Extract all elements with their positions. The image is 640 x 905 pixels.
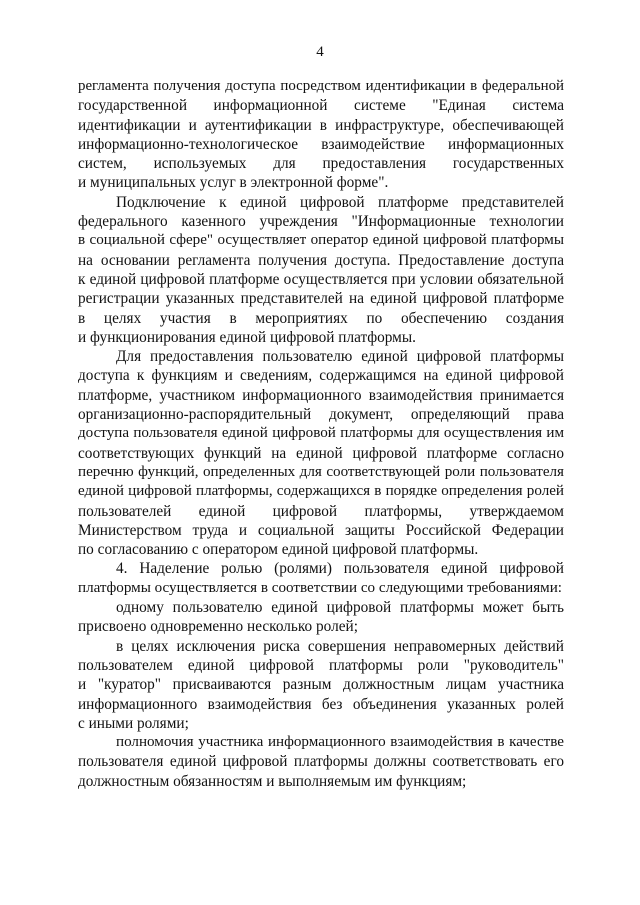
text-line: пользователем единой цифровой платформы роли "руководитель" [78, 656, 564, 674]
text-line: на основании регламента получения доступа. Предоставление доступа [78, 251, 564, 269]
text-line: и муниципальных услуг в электронной форме". [78, 174, 389, 192]
text-line: в целях участия в мероприятиях по обеспечению создания [78, 309, 564, 327]
text-line: регламента получения доступа посредством идентификации в федеральной [78, 78, 564, 94]
text-line: федерального казенного учреждения "Информационные технологии [78, 213, 564, 231]
text-line: информационного взаимодействия без объединения указанных ролей [78, 695, 564, 713]
text-line: должностным обязанностям и выполняемым им функциям; [78, 772, 467, 790]
text-line: информационно-технологическое взаимодействие информационных [78, 135, 564, 153]
text-line: доступа к функциям и сведениям, содержащимся на единой цифровой [78, 367, 564, 385]
text-line: Министерством труда и социальной защиты Российской Федерации [78, 521, 564, 539]
text-line: идентификации и аутентификации в инфраструктуре, обеспечивающей [78, 116, 564, 134]
text-line: организационно-распорядительный документ, определяющий права [78, 406, 564, 424]
text-line: соответствующих функций на единой цифровой платформе согласно [78, 444, 564, 462]
text-line: и "куратор" присваиваются разным должностным лицам участника [78, 676, 564, 694]
text-line: в целях исключения риска совершения неправомерных действий [116, 637, 564, 655]
text-line: перечню функций, определенных для соответствующей роли пользователя [78, 463, 564, 480]
text-line: платформы осуществляется в соответствии со следующими требованиями: [78, 579, 563, 596]
text-line: 4. Наделение ролью (ролями) пользователя единой цифровой [116, 560, 564, 578]
text-line: в социальной сфере" осуществляет оператор единой цифровой платформы [78, 232, 564, 249]
text-line: платформе, участником информационного взаимодействия принимается [78, 386, 564, 404]
text-line: одному пользователю единой цифровой платформы может быть [116, 599, 564, 617]
text-line: единой цифровой платформы, содержащихся в порядке определения ролей [78, 483, 564, 500]
text-line: Для предоставления пользователю единой цифровой платформы [116, 348, 564, 366]
text-line: и функционирования единой цифровой платформы. [78, 328, 416, 346]
page-number: 4 [316, 44, 324, 60]
text-line: к единой цифровой платформе осуществляется при условии обязательной [78, 270, 564, 288]
text-line: систем, используемых для предоставления государственных [78, 155, 564, 173]
text-line: доступа пользователя единой цифровой платформы для осуществления им [78, 425, 564, 442]
text-line: полномочия участника информационного взаимодействия в качестве [116, 734, 564, 751]
text-line: пользователя единой цифровой платформы должны соответствовать его [78, 753, 564, 771]
text-line: с иными ролями; [78, 714, 189, 732]
text-line: государственной информационной системе "Единая система [78, 97, 564, 115]
text-line: регистрации указанных представителей на единой цифровой платформе [78, 290, 564, 308]
text-line: Подключение к единой цифровой платформе представителей [116, 193, 564, 211]
body-text [78, 77, 564, 791]
text-line: по согласованию с оператором единой цифровой платформы. [78, 541, 479, 559]
text-line: присвоено одновременно несколько ролей; [78, 618, 358, 636]
text-line: пользователей единой цифровой платформы, утверждаемом [78, 502, 564, 520]
